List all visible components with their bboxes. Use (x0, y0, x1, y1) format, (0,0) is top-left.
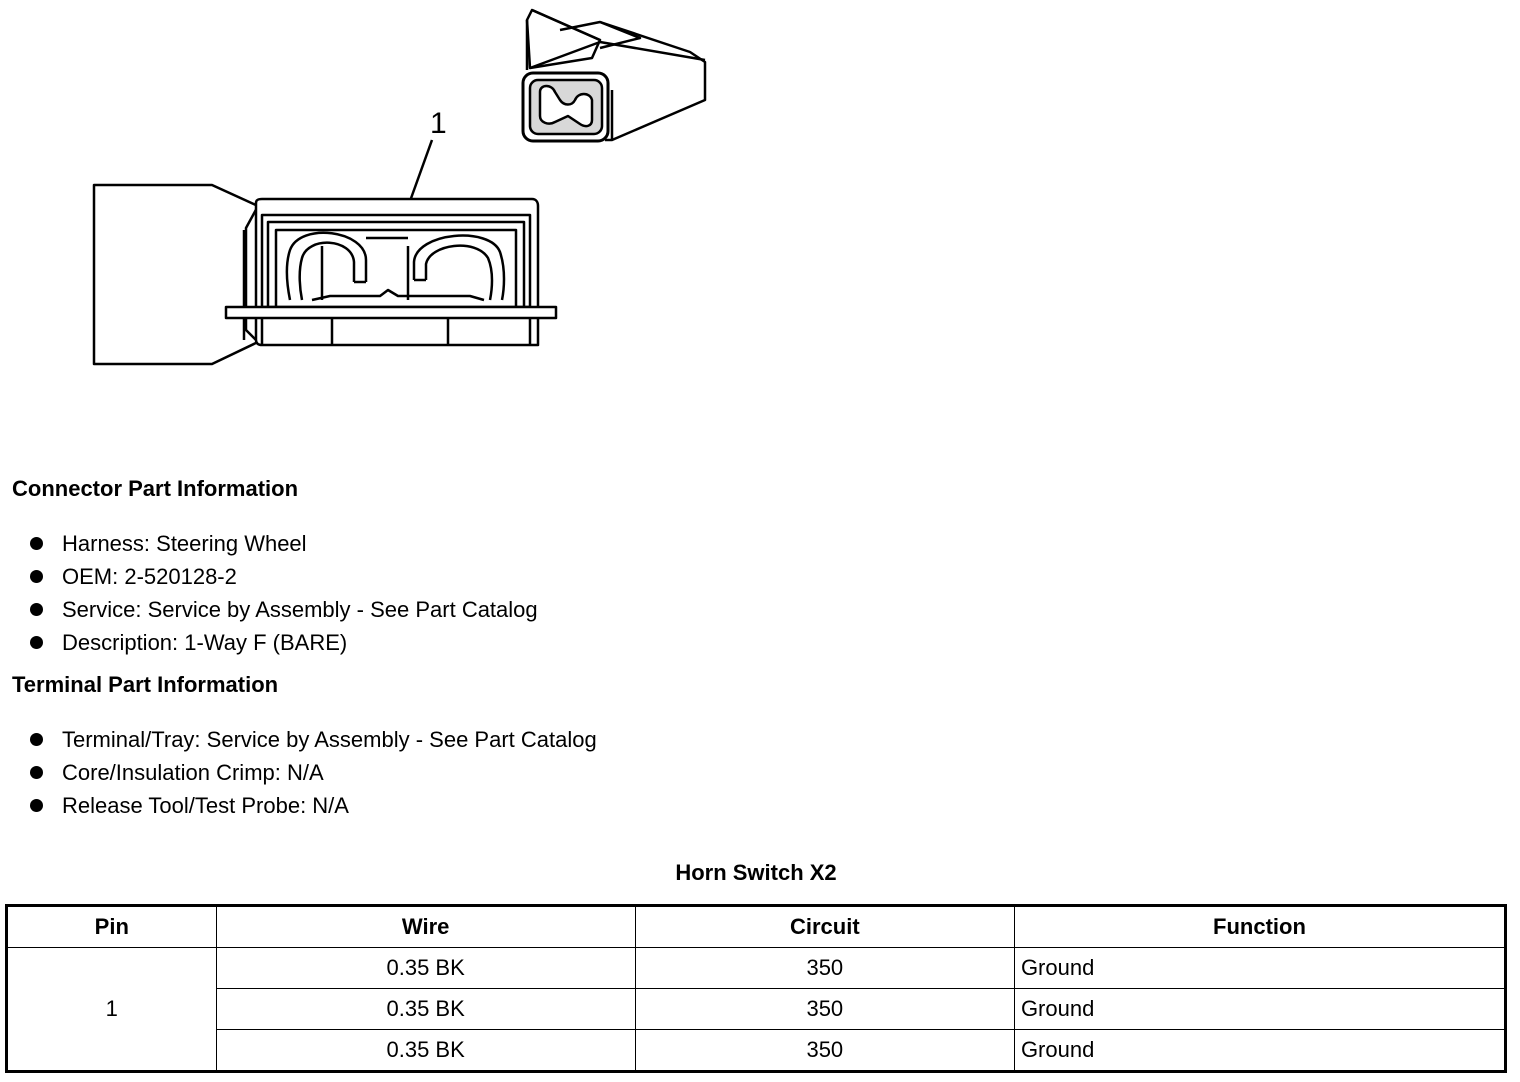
header-pin: Pin (7, 906, 217, 948)
crimp-text: Core/Insulation Crimp: N/A (62, 760, 324, 785)
connector-info-list (28, 527, 538, 659)
function-cell: Ground (1014, 948, 1505, 989)
connector-illustration (0, 0, 760, 400)
table-row (7, 989, 1506, 1030)
table-header-row (7, 906, 1506, 948)
table-row (7, 948, 1506, 989)
list-item (28, 723, 597, 756)
header-circuit: Circuit (635, 906, 1014, 948)
table-row (7, 1030, 1506, 1072)
wire-cell: 0.35 BK (216, 989, 635, 1030)
list-item (28, 560, 538, 593)
wire-cell: 0.35 BK (216, 1030, 635, 1072)
header-wire: Wire (216, 906, 635, 948)
callout-number: 1 (430, 107, 447, 140)
bullet-icon (30, 603, 43, 616)
list-item (28, 756, 597, 789)
circuit-cell: 350 (635, 989, 1014, 1030)
terminal-info-heading: Terminal Part Information (12, 672, 279, 697)
pin-cell: 1 (7, 948, 217, 1072)
list-item (28, 593, 538, 626)
bullet-icon (30, 636, 43, 649)
list-item (28, 626, 538, 659)
list-item (28, 789, 597, 822)
function-cell: Ground (1014, 1030, 1505, 1072)
oem-text: OEM: 2-520128-2 (62, 564, 237, 589)
bullet-icon (30, 570, 43, 583)
function-cell: Ground (1014, 989, 1505, 1030)
bullet-icon (30, 799, 43, 812)
header-function: Function (1014, 906, 1505, 948)
terminal-info-list (28, 723, 597, 822)
wire-cell: 0.35 BK (216, 948, 635, 989)
bullet-icon (30, 537, 43, 550)
list-item (28, 527, 538, 560)
connector-info-heading: Connector Part Information (12, 476, 299, 501)
bullet-icon (30, 766, 43, 779)
harness-text: Harness: Steering Wheel (62, 531, 307, 556)
release-tool-text: Release Tool/Test Probe: N/A (62, 793, 349, 818)
bullet-icon (30, 733, 43, 746)
circuit-cell: 350 (635, 948, 1014, 989)
connector-front-view (94, 185, 556, 364)
pinout-table (5, 904, 1507, 1073)
connector-iso-view (523, 10, 705, 141)
circuit-cell: 350 (635, 1030, 1014, 1072)
service-text: Service: Service by Assembly - See Part Catalog (62, 597, 538, 622)
terminal-tray-text: Terminal/Tray: Service by Assembly - See Part Catalog (62, 727, 597, 752)
description-text: Description: 1-Way F (BARE) (62, 630, 348, 655)
table-title: Horn Switch X2 (675, 860, 837, 885)
